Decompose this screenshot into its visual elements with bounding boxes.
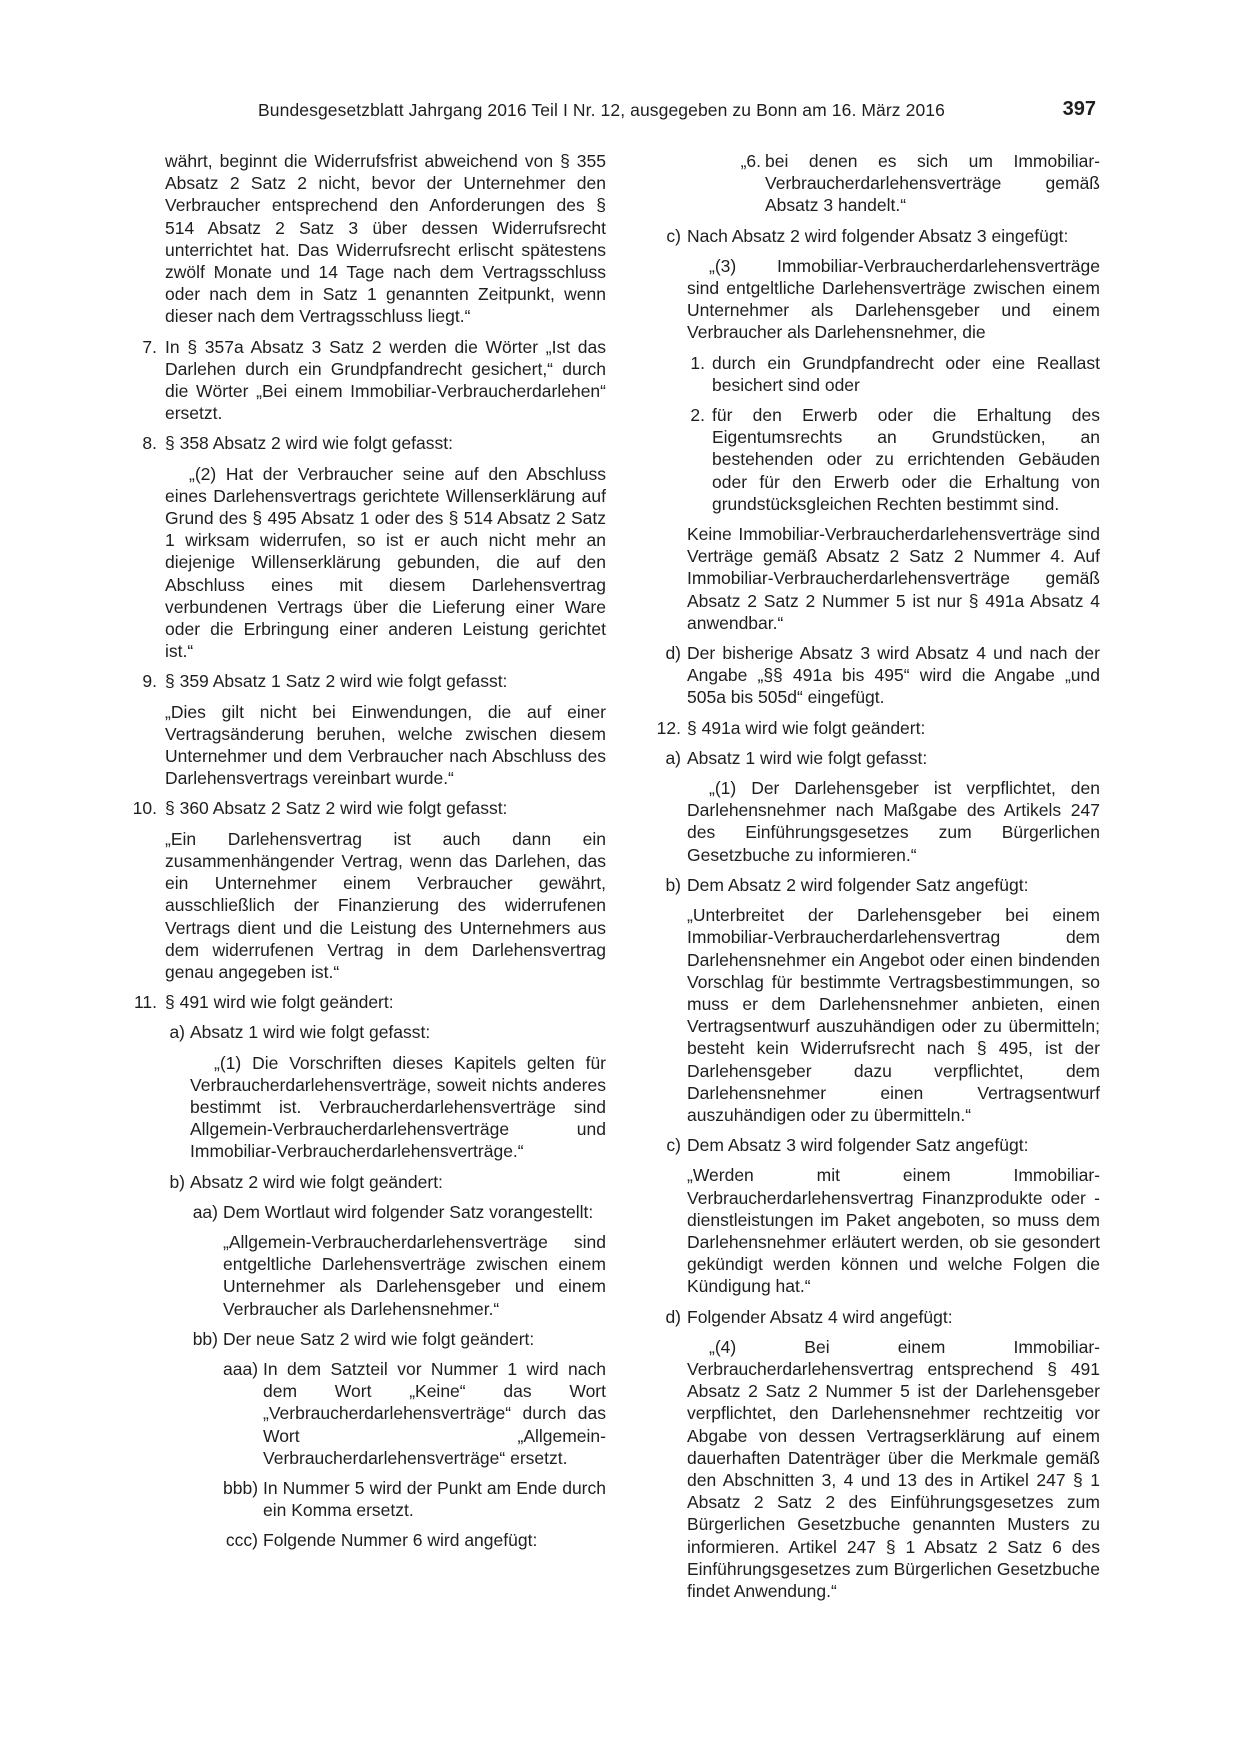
sub-item-a: a) Absatz 1 wird wie folgt gefasst: „(1) Der Darlehensgeber ist verpflichtet, den Darlehensnehmer nach Maßgabe des Artikels 247 des Einführungsgesetzes zum Bürgerlichen Gesetzbuche zu informieren.“ <box>687 747 1100 866</box>
sub-item-label: bb) <box>192 1328 218 1349</box>
quoted-text: „(4) Bei einem Immobiliar-Verbraucherdarlehensvertrag entsprechend § 491 Absatz 2 Satz 2 Nummer 5 ist der Darlehensgeber verpflichtet, den Darlehensnehmer rechtzeitig vor Abgabe von dessen Vertragserklärung auf einem dauerhaften Datenträger über die Merkmale gemäß den Abschnitten 3, 4 und 13 des in Artikel 247 § 1 Absatz 2 Satz 2 des Einführungsgesetzes zum Bürgerlichen Gesetzbuche genannten Musters zu informieren. Artikel 247 § 1 Absatz 2 Satz 6 des Einführungsgesetzes zum Bürgerlichen Gesetzbuche findet Anwendung.“ <box>687 1336 1100 1601</box>
sub-item-label: d) <box>665 1306 681 1327</box>
quoted-text: „(2) Hat der Verbraucher seine auf den Abschluss eines Darlehensvertrags gerichtete Willenserklärung auf Grund des § 495 Absatz 1 oder des § 514 Absatz 2 Satz 1 wirksam widerrufen, so ist er auch nicht mehr an diejenige Willenserklärung gebunden, die auf den Abschluss eines mit diesem Darlehensvertrag verbundenen Vertrags über die Lieferung einer Ware oder die Erbringung einer anderen Leistung gerichtet ist.“ <box>165 463 606 662</box>
sub-item-aaa: aaa) In dem Satzteil vor Nummer 1 wird nach dem Wort „Keine“ das Wort „Verbraucherdarlehensverträge“ durch das Wort „Allgemein-Verbraucherdarlehensverträge“ ersetzt. <box>223 1358 606 1468</box>
sub-item-label: ccc) <box>225 1530 258 1551</box>
numbered-item-1: 1. durch ein Grundpfandrecht oder eine Reallast besichert sind oder <box>712 352 1100 396</box>
quoted-text-continuation: Keine Immobiliar-Verbraucherdarlehensverträge sind Verträge gemäß Absatz 2 Satz 2 Nummer 4. Auf Immobiliar-Verbraucherdarlehensverträge gemäß Absatz 2 Satz 2 Nummer 5 ist nur § 491a Absatz 4 anwendbar.“ <box>687 524 1100 633</box>
sub-item-label: c) <box>666 225 681 246</box>
sub-item-ccc: ccc) Folgende Nummer 6 wird angefügt: <box>263 1529 606 1551</box>
sub-item-label: aa) <box>192 1201 218 1222</box>
quoted-text: „Werden mit einem Immobiliar-Verbraucherdarlehensvertrag Finanzprodukte oder -dienstleistungen im Paket angeboten, so muss dem Darlehensnehmer erläutert werden, ob sie gesondert gekündigt werden können und welche Folgen die Kündigung hat.“ <box>687 1165 1100 1297</box>
quoted-text: „(1) Die Vorschriften dieses Kapitels gelten für Verbraucherdarlehensverträge, soweit nichts anderes bestimmt ist. Verbraucherdarlehensverträge sind Allgemein-Verbraucherdarlehensverträge und Immobiliar-Verbraucherdarlehensverträge.“ <box>190 1052 606 1162</box>
sub-item-b: b) Absatz 2 wird wie folgt geändert: aa) Dem Wortlaut wird folgender Satz vorangestellt: „Allgemein-Verbraucherdarlehensverträge sind entgeltliche Darlehensverträge zwischen einem Unternehmer als Darlehensgeber und einem Verbraucher als Darlehensnehmer.“ bb) Der neue Satz 2 wird wie folgt geändert: aaa) In dem Satzteil vor Nummer 1 wird nach dem Wort „Keine“ das Wort „Verbraucherdarlehensverträge“ durch das Wort „Allgemein-Verbraucherdarlehensverträge“ ersetzt. bbb) In Nummer 5 wird der Punkt am Ende durch ein Komma ersetzt. ccc) Folgende Nummer 6 wird angefügt: <box>190 1171 606 1552</box>
right-column <box>651 150 1100 1602</box>
quoted-text: „Dies gilt nicht bei Einwendungen, die auf einer Vertragsänderung beruhen, welche zwischen diesem Unternehmer und dem Verbraucher nach Abschluss des Darlehensvertrags vereinbart wurde.“ <box>165 701 606 789</box>
sub-item-label: a) <box>169 1022 185 1043</box>
continuation-paragraph: währt, beginnt die Widerrufsfrist abweichend von § 355 Absatz 2 Satz 2 nicht, bevor der Unternehmer den Verbraucher entsprechend den Anforderungen des § 514 Absatz 2 Satz 3 über dessen Widerrufsrecht unterrichtet hat. Das Widerrufsrecht erlischt spätestens zwölf Monate und 14 Tage nach dem Vertragsschluss oder nach dem in Satz 1 genannten Zeitpunkt, wenn dieser nach dem Vertragsschluss liegt.“ <box>165 151 606 327</box>
quoted-text: „Unterbreitet der Darlehensgeber bei einem Immobiliar-Verbraucherdarlehensvertrag dem Darlehensnehmer ein Angebot oder einen bindenden Vorschlag für bestimmte Vertragsbestimmungen, so muss er dem Darlehensnehmer anbieten, einen Vertragsentwurf auszuhändigen oder zu übermitteln; besteht kein Widerrufsrecht nach § 495, ist der Darlehensgeber dazu verpflichtet, dem Darlehensnehmer einen Vertragsentwurf auszuhändigen oder zu übermitteln.“ <box>687 905 1100 1125</box>
list-item-7: 7. In § 357a Absatz 3 Satz 2 werden die Wörter „Ist das Darlehen durch ein Grundpfandrecht gesichert,“ durch die Wörter „Bei einem Immobiliar-Verbraucherdarlehen“ ersetzt. <box>165 336 606 425</box>
item-number: 10. <box>132 798 157 819</box>
list-item-10: 10. § 360 Absatz 2 Satz 2 wird wie folgt gefasst: „Ein Darlehensvertrag ist auch dann ein zusammenhängender Vertrag, wenn das Darlehen, das ein Unternehmer einem Verbraucher gewährt, ausschließlich der Finanzierung des widerrufenen Vertrags dient und die Leistung des Unternehmers aus dem widerrufenen Vertrag in dem Darlehensvertrag genau angegeben ist.“ <box>165 797 606 983</box>
page-number: 397 <box>1062 98 1096 120</box>
quoted-text: „Ein Darlehensvertrag ist auch dann ein zusammenhängender Vertrag, wenn das Darlehen, das ein Unternehmer einem Verbraucher gewährt, ausschließlich der Finanzierung des widerrufenen Vertrags dient und die Leistung des Unternehmers aus dem widerrufenen Vertrag in dem Darlehensvertrag genau angegeben ist.“ <box>165 828 606 982</box>
sub-item-aa: aa) Dem Wortlaut wird folgender Satz vorangestellt: „Allgemein-Verbraucherdarlehensverträge sind entgeltliche Darlehensverträge zwischen einem Unternehmer als Darlehensgeber und einem Verbraucher als Darlehensnehmer.“ <box>223 1201 606 1320</box>
header-title: Bundesgesetzblatt Jahrgang 2016 Teil I Nr. 12, ausgegeben zu Bonn am 16. März 2016 <box>258 100 945 120</box>
sub-item-label: a) <box>665 747 681 768</box>
sub-item-c: c) Dem Absatz 3 wird folgender Satz angefügt: „Werden mit einem Immobiliar-Verbraucherdarlehensvertrag Finanzprodukte oder -dienstleistungen im Paket angeboten, so muss dem Darlehensnehmer erläutert werden, ob sie gesondert gekündigt werden können und welche Folgen die Kündigung hat.“ <box>687 1134 1100 1297</box>
sub-item-label: c) <box>666 1135 681 1156</box>
item-number: 1. <box>690 352 705 373</box>
item-number: 7. <box>142 336 157 357</box>
sub-item-b: b) Dem Absatz 2 wird folgender Satz angefügt: „Unterbreitet der Darlehensgeber bei einem Immobiliar-Verbraucherdarlehensvertrag dem Darlehensnehmer ein Angebot oder einen bindenden Vorschlag für bestimmte Vertragsbestimmungen, so muss er dem Darlehensnehmer anbieten, einen Vertragsentwurf auszuhändigen oder zu übermitteln; besteht kein Widerrufsrecht nach § 495, ist der Darlehensgeber dazu verpflichtet, dem Darlehensnehmer einen Vertragsentwurf auszuhändigen oder zu übermitteln.“ <box>687 874 1100 1126</box>
item-number: „6. <box>740 151 761 171</box>
item-number: 11. <box>133 992 157 1013</box>
item-number: 12. <box>656 717 681 738</box>
list-item-12: 12. § 491a wird wie folgt geändert: a) Absatz 1 wird wie folgt gefasst: „(1) Der Darlehensgeber ist verpflichtet, den Darlehensnehmer nach Maßgabe des Artikels 247 des Einführungsgesetzes zum Bürgerlichen Gesetzbuche zu informieren.“ b) Dem Absatz 2 wird folgender Satz angefügt: „Unterbreitet der Darlehensgeber bei einem Immobiliar-Verbraucherdarlehensvertrag dem Darlehensnehmer ein Angebot oder einen bindenden Vorschlag für bestimmte Vertragsbestimmungen, so muss er dem Darlehensnehmer anbieten, einen Vertragsentwurf auszuhändigen oder zu übermitteln; besteht kein Widerrufsrecht nach § 495, ist der Darlehensgeber dazu verpflichtet, dem Darlehensnehmer einen Vertragsentwurf auszuhändigen oder zu übermitteln.“ c) Dem Absatz 3 wird folgender Satz angefügt: „Werden mit einem Immobiliar-Verbraucherdarlehensvertrag Finanzprodukte oder -dienstleistungen im Paket angeboten, so muss dem Darlehensnehmer erläutert werden, ob sie gesondert gekündigt werden können und welche Folgen die Kündigung hat.“ d) Folgender Absatz 4 wird angefügt: „(4) Bei einem Immobiliar-Verbraucherdarlehensvertrag entsprechend § 491 Absatz 2 Satz 2 Nummer 5 ist der Darlehensgeber verpflichtet, den Darlehensnehmer rechtzeitig vor Abgabe von dessen Vertragserklärung auf einem dauerhaften Datenträger über die Merkmale gemäß den Abschnitten 3, 4 und 13 des in Artikel 247 § 1 Absatz 2 Satz 2 des Einführungsgesetzes zum Bürgerlichen Gesetzbuche genannten Musters zu informieren. Artikel 247 § 1 Absatz 2 Satz 6 des Einführungsgesetzes zum Bürgerlichen Gesetzbuche findet Anwendung.“ <box>687 717 1100 1603</box>
sub-item-label: aaa) <box>223 1358 259 1379</box>
sub-item-a: a) Absatz 1 wird wie folgt gefasst: „(1) Die Vorschriften dieses Kapitels gelten für Verbraucherdarlehensverträge, soweit nichts anderes bestimmt ist. Verbraucherdarlehensverträge sind Allgemein-Verbraucherdarlehensverträge und Immobiliar-Verbraucherdarlehensverträge.“ <box>190 1021 606 1162</box>
sub-item-d: d) Der bisherige Absatz 3 wird Absatz 4 und nach der Angabe „§§ 491a bis 495“ wird die Angabe „und 505a bis 505d“ eingefügt. <box>687 642 1100 709</box>
new-item-6: „6. bei denen es sich um Immobiliar-Verbraucherdarlehensverträge gemäß Absatz 3 handelt.“ <box>765 150 1100 217</box>
item-number: 2. <box>690 405 705 426</box>
list-item-11: 11. § 491 wird wie folgt geändert: a) Absatz 1 wird wie folgt gefasst: „(1) Die Vorschriften dieses Kapitels gelten für Verbraucherdarlehensverträge, soweit nichts anderes bestimmt ist. Verbraucherdarlehensverträge sind Allgemein-Verbraucherdarlehensverträge und Immobiliar-Verbraucherdarlehensverträge.“ b) Absatz 2 wird wie folgt geändert: aa) Dem Wortlaut wird folgender Satz vorangestellt: „Allgemein-Verbraucherdarlehensverträge sind entgeltliche Darlehensverträge zwischen einem Unternehmer als Darlehensgeber und einem Verbraucher als Darlehensnehmer.“ bb) Der neue Satz 2 wird wie folgt geändert: aaa) In dem Satzteil vor Nummer 1 wird nach dem Wort „Keine“ das Wort „Verbraucherdarlehensverträge“ durch das Wort „Allgemein-Verbraucherdarlehensverträge“ ersetzt. bbb) In Nummer 5 wird der Punkt am Ende durch ein Komma ersetzt. ccc) Folgende Nummer 6 wird angefügt: <box>165 991 606 1551</box>
sub-item-label: b) <box>169 1171 185 1192</box>
sub-item-label: bbb) <box>223 1477 259 1498</box>
sub-item-c: c) Nach Absatz 2 wird folgender Absatz 3 eingefügt: „(3) Immobiliar-Verbraucherdarlehensverträge sind entgeltliche Darlehensverträge zwischen einem Unternehmer als Darlehensgeber und einem Verbraucher als Darlehensnehmer, die 1. durch ein Grundpfandrecht oder eine Reallast besichert sind oder 2. für den Erwerb oder die Erhaltung des Eigentumsrechts an Grundstücken, an bestehenden oder zu errichtenden Gebäuden oder für den Erwerb oder die Erhaltung von grundstücksgleichen Rechten bestimmt sind. Keine Immobiliar-Verbraucherdarlehensverträge sind Verträge gemäß Absatz 2 Satz 2 Nummer 4. Auf Immobiliar-Verbraucherdarlehensverträge gemäß Absatz 2 Satz 2 Nummer 5 ist nur § 491a Absatz 4 anwendbar.“ <box>687 225 1100 634</box>
numbered-item-2: 2. für den Erwerb oder die Erhaltung des Eigentumsrechts an Grundstücken, an bestehenden oder zu errichtenden Gebäuden oder für den Erwerb oder die Erhaltung von grundstücksgleichen Rechten bestimmt sind. <box>712 404 1100 515</box>
list-item-9: 9. § 359 Absatz 1 Satz 2 wird wie folgt gefasst: „Dies gilt nicht bei Einwendungen, die auf einer Vertragsänderung beruhen, welche zwischen diesem Unternehmer und dem Verbraucher nach Abschluss des Darlehensvertrags vereinbart wurde.“ <box>165 670 606 789</box>
quoted-text: „(3) Immobiliar-Verbraucherdarlehensverträge sind entgeltliche Darlehensverträge zwischen einem Unternehmer als Darlehensgeber und einem Verbraucher als Darlehensnehmer, die <box>687 255 1100 343</box>
list-item-8: 8. § 358 Absatz 2 wird wie folgt gefasst: „(2) Hat der Verbraucher seine auf den Abschluss eines Darlehensvertrags gerichtete Willenserklärung auf Grund des § 495 Absatz 1 oder des § 514 Absatz 2 Satz 1 wirksam widerrufen, so ist er auch nicht mehr an diejenige Willenserklärung gebunden, die auf den Abschluss eines mit diesem Darlehensvertrag verbundenen Vertrags über die Lieferung einer Ware oder die Erbringung einer anderen Leistung gerichtet ist.“ <box>165 432 606 662</box>
sub-item-label: d) <box>665 643 681 664</box>
item-number: 9. <box>142 671 157 692</box>
sub-item-bb: bb) Der neue Satz 2 wird wie folgt geändert: aaa) In dem Satzteil vor Nummer 1 wird nach dem Wort „Keine“ das Wort „Verbraucherdarlehensverträge“ durch das Wort „Allgemein-Verbraucherdarlehensverträge“ ersetzt. bbb) In Nummer 5 wird der Punkt am Ende durch ein Komma ersetzt. ccc) Folgende Nummer 6 wird angefügt: <box>223 1328 606 1552</box>
sub-item-d: d) Folgender Absatz 4 wird angefügt: „(4) Bei einem Immobiliar-Verbraucherdarlehensvertrag entsprechend § 491 Absatz 2 Satz 2 Nummer 5 ist der Darlehensgeber verpflichtet, den Darlehensnehmer rechtzeitig vor Abgabe von dessen Vertragserklärung auf einem dauerhaften Datenträger über die Merkmale gemäß den Abschnitten 3, 4 und 13 des in Artikel 247 § 1 Absatz 2 Satz 2 des Einführungsgesetzes zum Bürgerlichen Gesetzbuche genannten Musters zu informieren. Artikel 247 § 1 Absatz 2 Satz 6 des Einführungsgesetzes zum Bürgerlichen Gesetzbuche findet Anwendung.“ <box>687 1306 1100 1603</box>
sub-item-bbb: bbb) In Nummer 5 wird der Punkt am Ende durch ein Komma ersetzt. <box>223 1477 606 1521</box>
item-number: 8. <box>142 433 157 454</box>
left-column <box>125 150 606 1552</box>
quoted-text: „(1) Der Darlehensgeber ist verpflichtet, den Darlehensnehmer nach Maßgabe des Artikels 247 des Einführungsgesetzes zum Bürgerlichen Gesetzbuche zu informieren.“ <box>687 778 1100 865</box>
sub-item-label: b) <box>665 874 681 895</box>
quoted-text: „Allgemein-Verbraucherdarlehensverträge sind entgeltliche Darlehensverträge zwischen einem Unternehmer als Darlehensgeber und einem Verbraucher als Darlehensnehmer.“ <box>223 1231 606 1319</box>
page-header <box>258 98 1096 128</box>
